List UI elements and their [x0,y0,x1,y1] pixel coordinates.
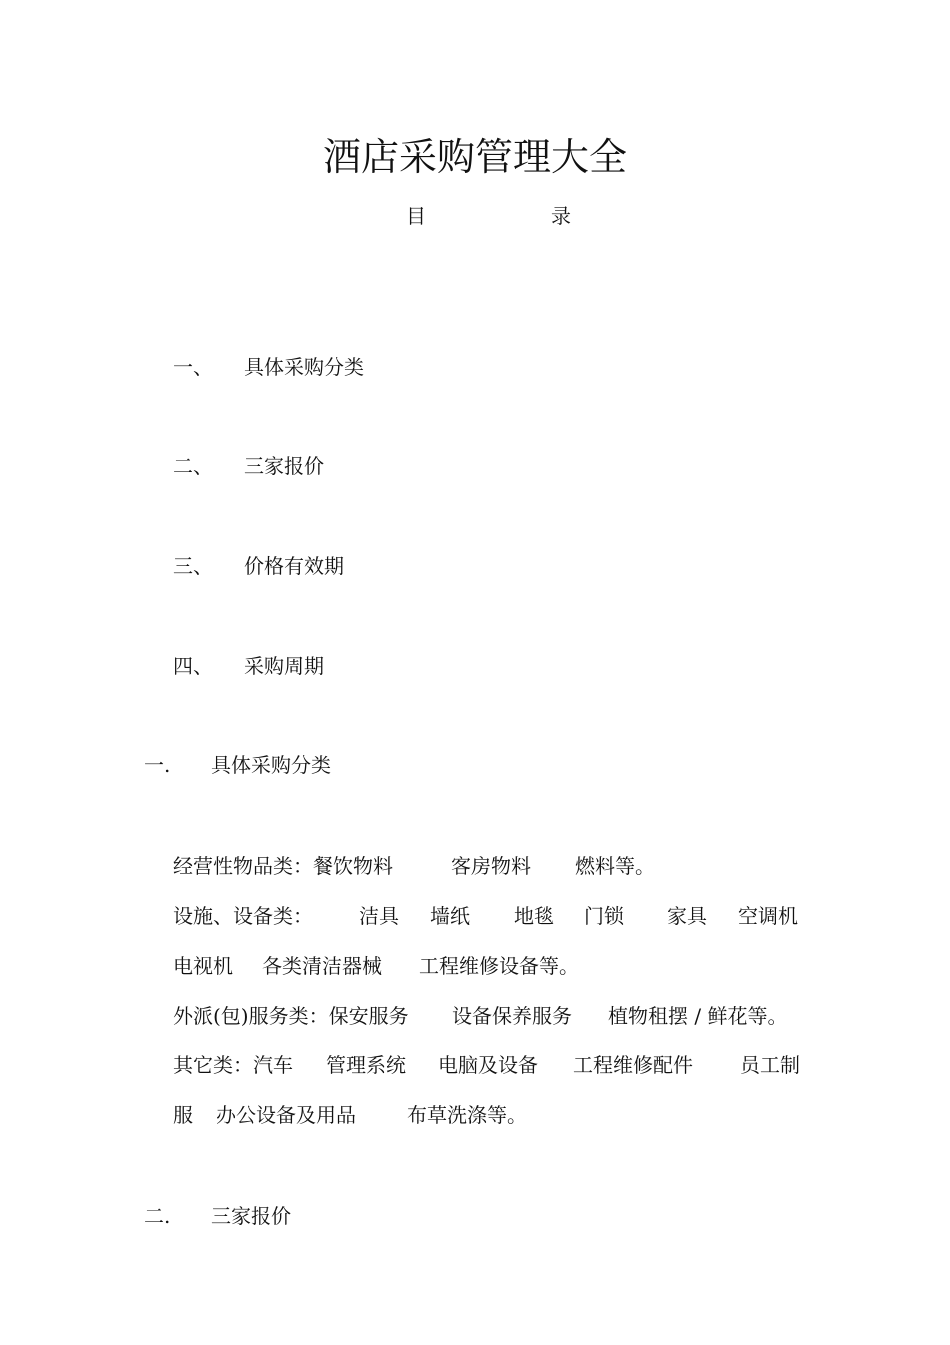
body-text: 洁具 [359,904,399,928]
body-text: 设施、设备类： [173,904,313,928]
body-text: 外派(包)服务类：保安服务 [173,1004,409,1028]
body-text: 其它类：汽车 [173,1053,293,1077]
body-text: 门锁 [584,904,624,928]
body-text: 电视机 [173,954,233,978]
toc-heading-char-2: 录 [551,204,571,228]
body-text: 管理系统 [326,1053,406,1077]
document-title: 酒店采购管理大全 [322,135,627,179]
body-line [0,956,950,978]
section-number: 二. [144,1204,171,1228]
toc-item-label: 三家报价 [244,454,324,478]
body-line [0,1055,950,1077]
toc-item-number: 四、 [173,654,213,678]
body-text: 家具 [667,904,707,928]
body-text: 植物租摆 / 鲜花等。 [608,1004,788,1028]
toc-heading-char-1: 目 [406,204,426,228]
section-number: 一. [144,753,171,777]
body-text: 各类清洁器械 [262,954,382,978]
section-title: 具体采购分类 [211,753,331,777]
toc-item-label: 价格有效期 [244,554,344,578]
body-text: 经营性物品类：餐饮物料 [173,854,393,878]
toc-item-label: 具体采购分类 [244,355,364,379]
body-line [0,1105,950,1127]
body-text: 墙纸 [430,904,470,928]
toc-item-number: 二、 [173,454,213,478]
body-text: 空调机 [738,904,798,928]
body-text: 地毯 [514,904,554,928]
body-text: 服 [173,1103,193,1127]
toc-item-number: 三、 [173,554,213,578]
toc-item-number: 一、 [173,355,213,379]
body-text: 设备保养服务 [452,1004,572,1028]
body-text: 办公设备及用品 [216,1103,356,1127]
body-text: 燃料等。 [575,854,655,878]
body-text: 员工制 [740,1053,800,1077]
body-line [0,906,950,928]
body-text: 工程维修设备等。 [419,954,579,978]
body-line [0,856,950,878]
body-line [0,1006,950,1028]
body-text: 客房物料 [451,854,531,878]
section-title: 三家报价 [211,1204,291,1228]
body-text: 电脑及设备 [438,1053,538,1077]
toc-item-label: 采购周期 [244,654,324,678]
body-text: 工程维修配件 [573,1053,693,1077]
body-text: 布草洗涤等。 [407,1103,527,1127]
